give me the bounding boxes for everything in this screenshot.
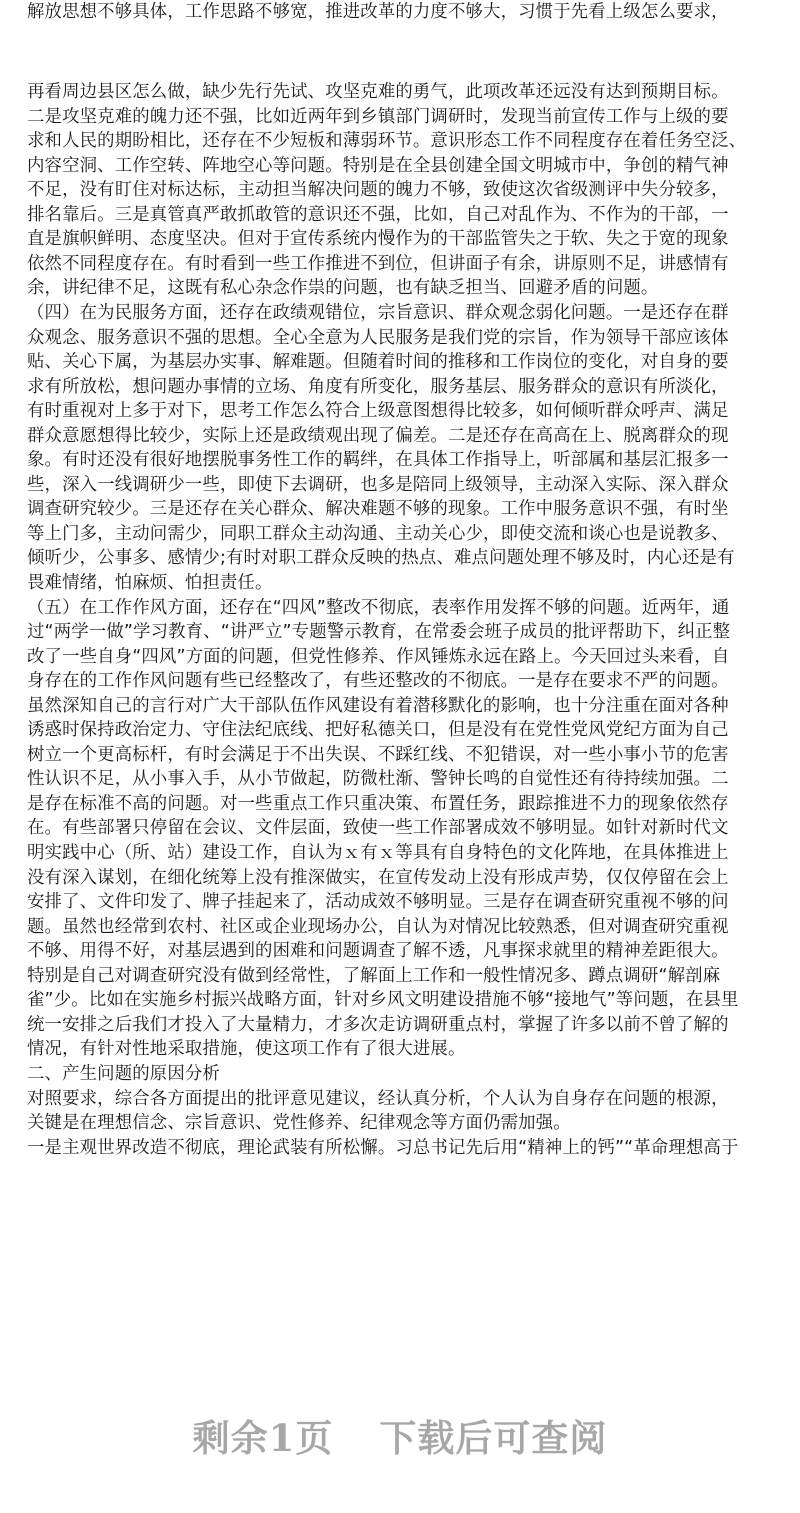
text-line: 不足，没有盯住对标达标，主动担当解决问题的魄力不够，致使这次省级测评中失分较多， <box>27 180 729 200</box>
text-line: 安排了、文件印发了、牌子挂起来了，活动成效不够明显。三是存在调查研究重视不够的问 <box>27 892 729 912</box>
text-line: 身存在的工作作风问题有些已经整改了，有些还整改的不彻底。一是存在要求不严的问题。 <box>27 671 729 691</box>
text-line: 排名靠后。三是真管真严敢抓敢管的意识还不强，比如，自己对乱作为、不作为的干部，一 <box>27 205 729 225</box>
text-line: 过“两学一做”学习教育、“讲严立”专题警示教育，在常委会班子成员的批评帮助下，纠正整 <box>27 622 731 642</box>
text-line: 群众意愿想得比较少，实际上还是政绩观出现了偏差。二是还存在高高在上、脱离群众的现 <box>27 426 729 446</box>
text-line: 直是旗帜鲜明、态度坚决。但对于宣传系统内慢作为的干部监管失之于软、失之于宽的现象 <box>27 229 729 249</box>
text-line: 明实践中心（所、站）建设工作，自认为ｘ有ｘ等具有自身特色的文化阵地，在具体推进上 <box>27 843 729 863</box>
text-line: 关键是在理想信念、宗旨意识、党性修养、纪律观念等方面仍需加强。 <box>27 1113 571 1133</box>
text-line: 众观念、服务意识不强的思想。全心全意为人民服务是我们党的宗旨，作为领导干部应该体 <box>27 328 729 348</box>
text-line: 畏难情绪，怕麻烦、怕担责任。 <box>27 573 273 593</box>
text-line: 情况，有针对性地采取措施，使这项工作有了很大进展。 <box>27 1039 466 1059</box>
text-line: 二是攻坚克难的魄力还不强，比如近两年到乡镇部门调研时，发现当前宣传工作与上级的要 <box>27 107 729 127</box>
text-line: 依然不同程度存在。有时看到一些工作推进不到位，但讲面子有余，讲原则不足，讲感情有 <box>27 254 729 274</box>
text-line: 求有所放松，想问题办事情的立场、角度有所变化，服务基层、服务群众的意识有所淡化， <box>27 377 729 397</box>
text-line: 性认识不足，从小事入手，从小节做起，防微杜渐、警钟长鸣的自觉性还有待持续加强。二 <box>27 769 729 789</box>
text-line: 虽然深知自己的言行对广大干部队伍作风建设有着潜移默化的影响，也十分注重在面对各种 <box>27 696 729 716</box>
text-line: （五）在工作作风方面，还存在“四风”整改不彻底，表率作用发挥不够的问题。近两年，通 <box>27 598 730 618</box>
text-line: 特别是自己对调查研究没有做到经常性，了解面上工作和一般性情况多、蹲点调研“解剖麻 <box>27 966 721 986</box>
text-line: 诱惑时保持政治定力、守住法纪底线、把好私德关口，但是没有在党性党风党纪方面为自己 <box>27 720 729 740</box>
text-line: 雀”少。比如在实施乡村振兴战略方面，针对乡风文明建设措施不够“接地气”等问题，在县里 <box>27 990 739 1010</box>
text-line: 统一安排之后我们才投入了大量精力，才多次走访调研重点村，掌握了许多以前不曾了解的 <box>27 1015 729 1035</box>
text-line: 调查研究较少。三是还存在关心群众、解决难题不够的现象。工作中服务意识不强，有时坐 <box>27 499 729 519</box>
text-line: 倾听少，公事多、感情少;有时对职工群众反映的热点、难点问题处理不够及时，内心还是有 <box>27 548 735 568</box>
text-line: 是存在标准不高的问题。对一些重点工作只重决策、布置任务，跟踪推进不力的现象依然存 <box>27 794 729 814</box>
text-line: 等上门多，主动问需少，同职工群众主动沟通、主动关心少，即使交流和谈心也是说教多、 <box>27 524 729 544</box>
text-line: 再看周边县区怎么做，缺少先行先试、攻坚克难的勇气，此项改革还远没有达到预期目标。 <box>27 82 729 102</box>
text-line: 余，讲纪律不足，这既有私心杂念作祟的问题，也有缺乏担当、回避矛盾的问题。 <box>27 278 659 298</box>
text-line: 内容空洞、工作空转、阵地空心等问题。特别是在全县创建全国文明城市中，争创的精气神 <box>27 156 729 176</box>
text-line: 有时重视对上多于对下，思考工作怎么符合上级意图想得比较多，如何倾听群众呼声、满足 <box>27 401 729 421</box>
text-line: （四）在为民服务方面，还存在政绩观错位，宗旨意识、群众观念弱化问题。一是还存在群 <box>27 303 729 323</box>
download-hint-label: 下载后可查阅 <box>379 1416 608 1460</box>
text-line: 没有深入谋划，在细化统筹上没有推深做实，在宣传发动上没有形成声势，仅仅停留在会上 <box>27 868 729 888</box>
text-line: 不够、用得不好，对基层遇到的困难和问题调查了解不透，凡事探求就里的精神差距很大。 <box>27 941 729 961</box>
text-line: 些，深入一线调研少一些，即使下去调研，也多是陪同上级领导，主动深入实际、深入群众 <box>27 475 729 495</box>
text-line: 题。虽然也经常到农村、社区或企业现场办公，自认为对情况比较熟悉，但对调查研究重视 <box>27 917 729 937</box>
text-line: 象。有时还没有很好地摆脱事务性工作的羁绊，在具体工作指导上，听部属和基层汇报多一 <box>27 450 729 470</box>
text-line: 解放思想不够具体，工作思路不够宽，推进改革的力度不够大，习惯于先看上级怎么要求， <box>27 2 729 22</box>
text-line: 树立一个更高标杆，有时会满足于不出失误、不踩红线、不犯错误，对一些小事小节的危害 <box>27 745 729 765</box>
text-line: 一是主观世界改造不彻底，理论武装有所松懈。习总书记先后用“精神上的钙”“革命理想高于 <box>27 1138 739 1158</box>
text-line: 贴、关心下属，为基层办实事、解难题。但随着时间的推移和工作岗位的变化，对自身的要 <box>27 352 729 372</box>
text-line: 求和人民的期盼相比，还存在不少短板和薄弱环节。意识形态工作不同程度存在着任务空泛、 <box>27 131 747 151</box>
text-line: 对照要求，综合各方面提出的批评意见建议，经认真分析，个人认为自身存在问题的根源， <box>27 1089 729 1109</box>
text-line: 改了一些自身“四风”方面的问题，但党性修养、作风锤炼永远在路上。今天回过头来看，自 <box>27 647 730 667</box>
remaining-pages-label: 剩余1页 <box>192 1416 334 1460</box>
text-line: 在。有些部署只停留在会议、文件层面，致使一些工作部署成效不够明显。如针对新时代文 <box>27 818 729 838</box>
text-line: 二、产生问题的原因分析 <box>27 1064 220 1084</box>
remaining-pages-banner[interactable] <box>0 1408 800 1462</box>
